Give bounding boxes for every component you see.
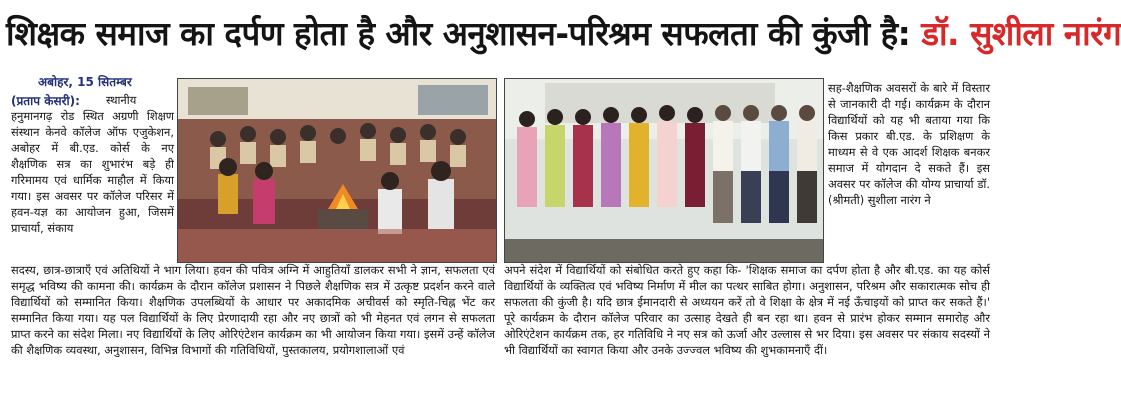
article-col-right: सह-शैक्षणिक अवसरों के बारे में विस्तार से जानकारी दी गई। कार्यक्रम के दौरान विद्यार्थियों को यह भी बताया गया कि किस प्रकार बी.एड. के प्रशिक्षण के माध्यम से वे एक आदर्श शिक्षक बनकर समाज में योगदान दे सकते हैं। इस अवसर पर कॉलेज की योग्य प्राचार्या डॉ. (श्रीमती) सुशीला नारंग ने — [828, 81, 990, 207]
dateline: अबोहर, 15 सितम्बर — [38, 75, 132, 89]
havan-ceremony-photo — [177, 78, 497, 263]
article-bottom-right: अपने संदेश में विद्यार्थियों को संबोधित करते हुए कहा कि- 'शिक्षक समाज का दर्पण होता है और बी.एड. का यह कोर्स विद्यार्थियों के व्यक्तित्व एवं भविष्य निर्माण में मील का पत्थर साबित होगा। अनुशासन, परिश्रम और सकारात्मक सोच ही सफलता की कुंजी है। यदि छात्र ईमानदारी से अध्ययन करें तो वे शिक्षा के क्षेत्र में नई ऊँचाइयों को प्राप्त कर सकते हैं।' पूरे कार्यक्रम के दौरान कॉलेज परिवार का उत्साह देखते ही बन रहा था। हवन से प्रारंभ होकर सम्मान समारोह और ओरिएंटेशन कार्यक्रम तक, हर गतिविधि ने नए सत्र को ऊर्जा और उल्लास से भर दिया। इस अवसर पर संकाय सदस्यों ने भी विद्यार्थियों का स्वागत किया और उनके उज्ज्वल भविष्य की शुभकामनाएँ दीं। — [504, 263, 990, 357]
article-col-left: स्थानीय हनुमानगढ़ रोड स्थित अग्रणी शिक्षण संस्थान केनवे कॉलेज ऑफ एजुकेशन, अबोहर में बी.एड. कोर्स के नए शैक्षणिक सत्र का शुभारंभ बड़े ही गरिमामय एवं धार्मिक माहौल में किया गया। इस अवसर पर कॉलेज परिसर में हवन-यज्ञ का आयोजन हुआ, जिसमें प्राचार्या, संकाय — [11, 93, 174, 235]
headline-main: शिक्षक समाज का दर्पण होता है और अनुशासन-परिश्रम सफलता की कुंजी है: — [6, 14, 911, 53]
source-credit: (प्रताप केसरी): — [11, 94, 80, 108]
headline-name: डॉ. सुशीला नारंग — [921, 14, 1121, 53]
headline — [6, 6, 1121, 62]
felicitation-group-photo — [504, 78, 824, 263]
article-bottom-left: सदस्य, छात्र-छात्राएँ एवं अतिथियों ने भाग लिया। हवन की पवित्र अग्नि में आहुतियाँ डालकर सभी ने ज्ञान, सफलता एवं समृद्ध भविष्य की कामना की। कार्यक्रम के दौरान कॉलेज प्रशासन ने पिछले शैक्षणिक सत्र में उत्कृष्ट प्रदर्शन करने वाले विद्यार्थियों को सम्मानित किया। शैक्षणिक उपलब्धियों के आधार पर अकादमिक अचीवर्स को स्मृति-चिह्न भेंट कर सम्मानित किया गया। यह पल विद्यार्थियों के लिए प्रेरणादायी रहा और नए छात्रों को भी मेहनत एवं लगन से सफलता प्राप्त करने का संदेश मिला। नए विद्यार्थियों के लिए ओरिएंटेशन कार्यक्रम का भी आयोजन किया गया। इसमें उन्हें कॉलेज की शैक्षणिक व्यवस्था, अनुशासन, विभिन्न विभागों की गतिविधियों, पुस्तकालय, प्रयोगशालाओं एवं — [11, 263, 495, 357]
